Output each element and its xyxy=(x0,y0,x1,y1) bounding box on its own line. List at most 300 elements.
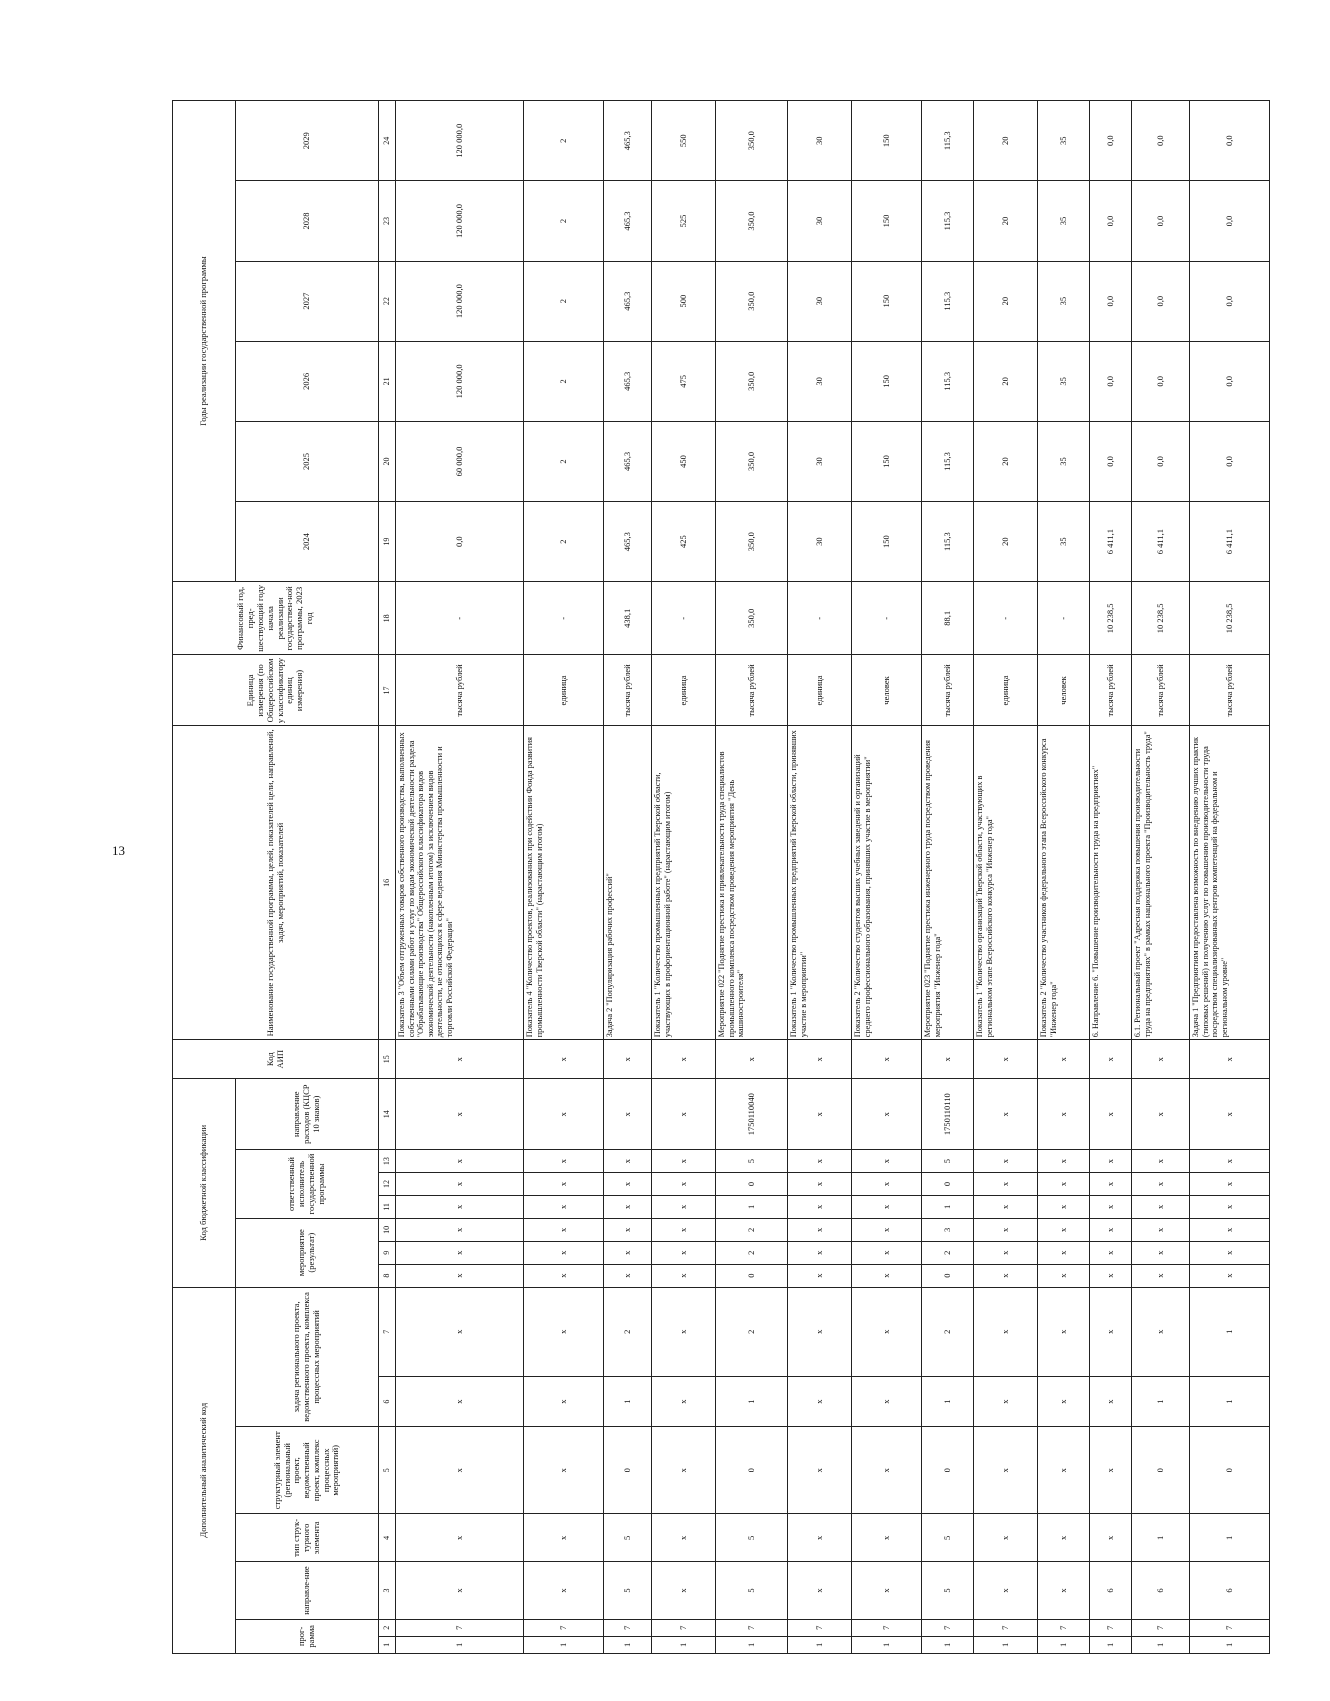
code-cell: 1 xyxy=(1132,1636,1190,1653)
code-cell: 1 xyxy=(716,1195,788,1218)
code-cell: 1 xyxy=(974,1636,1038,1653)
row-year-value: 425 xyxy=(652,502,716,582)
row-year-value: 0,0 xyxy=(1190,421,1270,501)
code-cell: x xyxy=(524,1376,604,1426)
code-cell: x xyxy=(396,1427,524,1514)
code-cell: x xyxy=(604,1040,652,1079)
row-year-value: 525 xyxy=(652,181,716,261)
code-cell: x xyxy=(652,1562,716,1619)
table-row xyxy=(396,101,524,1654)
row-year-value: 465,3 xyxy=(604,181,652,261)
column-number: 24 xyxy=(379,101,396,181)
code-cell: 5 xyxy=(922,1150,974,1173)
row-unit: единица xyxy=(524,655,604,726)
code-cell: x xyxy=(788,1173,852,1196)
code-cell: 7 xyxy=(1190,1619,1270,1636)
code-cell: x xyxy=(788,1376,852,1426)
row-year-value: 120 000,0 xyxy=(396,101,524,181)
code-cell: x xyxy=(788,1218,852,1241)
row-unit: тысяча рублей xyxy=(396,655,524,726)
header-aip: Код АИП xyxy=(173,1040,379,1079)
column-number: 15 xyxy=(379,1040,396,1079)
header-budget-code: Код бюджетной классификации xyxy=(173,1079,236,1287)
code-cell: 1 xyxy=(604,1636,652,1653)
code-cell: x xyxy=(974,1562,1038,1619)
row-year-value: 2 xyxy=(524,261,604,341)
row-unit: единица xyxy=(788,655,852,726)
code-cell: x xyxy=(852,1079,922,1150)
row-year-value: 150 xyxy=(852,101,922,181)
code-cell: x xyxy=(524,1079,604,1150)
code-cell: x xyxy=(788,1150,852,1173)
code-cell: x xyxy=(1038,1376,1090,1426)
code-cell: x xyxy=(396,1562,524,1619)
program-table xyxy=(172,100,1270,1654)
code-cell: x xyxy=(652,1040,716,1079)
code-cell: x xyxy=(852,1376,922,1426)
row-year-value: 20 xyxy=(974,421,1038,501)
row-year-value: 465,3 xyxy=(604,502,652,582)
table-row xyxy=(652,101,716,1654)
code-cell: x xyxy=(652,1427,716,1514)
code-cell: x xyxy=(524,1427,604,1514)
code-cell: x xyxy=(1090,1195,1132,1218)
row-base-value: 438,1 xyxy=(604,582,652,655)
code-cell: x xyxy=(974,1218,1038,1241)
code-cell: x xyxy=(652,1241,716,1264)
code-cell: 0 xyxy=(922,1264,974,1287)
code-cell: x xyxy=(396,1079,524,1150)
code-cell: x xyxy=(524,1040,604,1079)
row-year-value: 6 411,1 xyxy=(1090,502,1132,582)
row-year-value: 115,3 xyxy=(922,341,974,421)
code-cell: x xyxy=(974,1173,1038,1196)
row-year-value: 30 xyxy=(788,101,852,181)
row-base-value: - xyxy=(1038,582,1090,655)
code-cell: x xyxy=(1090,1150,1132,1173)
code-cell: 1 xyxy=(716,1636,788,1653)
row-unit: единица xyxy=(974,655,1038,726)
column-number: 19 xyxy=(379,502,396,582)
code-cell: x xyxy=(974,1195,1038,1218)
row-name: 6.1. Региональный проект "Адресная поддержка повышения производительности труда на предприятиях" в рамках национального проекта "Производительность труда" xyxy=(1132,726,1190,1040)
row-year-value: 150 xyxy=(852,421,922,501)
code-cell: x xyxy=(652,1264,716,1287)
code-cell: 6 xyxy=(1090,1562,1132,1619)
row-year-value: 20 xyxy=(974,341,1038,421)
header-name: Наименование государственной программы, целей, показателей цели, направлений, задач, мероприятий, показателей xyxy=(173,726,379,1040)
row-year-value: 0,0 xyxy=(396,502,524,582)
code-cell: x xyxy=(1038,1241,1090,1264)
row-year-value: 0,0 xyxy=(1190,101,1270,181)
code-cell: x xyxy=(788,1195,852,1218)
row-year-value: 0,0 xyxy=(1190,341,1270,421)
table-row xyxy=(1190,101,1270,1654)
code-cell: x xyxy=(1090,1241,1132,1264)
row-unit: тысяча рублей xyxy=(716,655,788,726)
row-year-value: 2 xyxy=(524,341,604,421)
row-year-value: 150 xyxy=(852,181,922,261)
row-year-value: 0,0 xyxy=(1190,181,1270,261)
code-cell: x xyxy=(1190,1079,1270,1150)
header-year: 2027 xyxy=(236,261,379,341)
code-cell: x xyxy=(1090,1079,1132,1150)
code-cell: x xyxy=(788,1040,852,1079)
code-cell: x xyxy=(396,1376,524,1426)
code-cell: x xyxy=(852,1264,922,1287)
code-cell: x xyxy=(1190,1195,1270,1218)
header-year: 2029 xyxy=(236,101,379,181)
row-unit: тысяча рублей xyxy=(1090,655,1132,726)
row-year-value: 350,0 xyxy=(716,101,788,181)
row-year-value: 0,0 xyxy=(1090,421,1132,501)
code-cell: 7 xyxy=(1038,1619,1090,1636)
column-number: 12 xyxy=(379,1173,396,1196)
row-year-value: 465,3 xyxy=(604,261,652,341)
row-name: Показатель 2 "Количество участников федерального этапа Всероссийского конкурса "Инженер года" xyxy=(1038,726,1090,1040)
code-cell: 5 xyxy=(604,1514,652,1562)
code-cell: x xyxy=(1190,1173,1270,1196)
code-cell: 2 xyxy=(604,1287,652,1376)
code-cell: 0 xyxy=(922,1427,974,1514)
code-cell: x xyxy=(852,1150,922,1173)
column-number: 3 xyxy=(379,1562,396,1619)
code-cell: x xyxy=(974,1427,1038,1514)
code-cell: x xyxy=(1132,1195,1190,1218)
code-cell: x xyxy=(396,1241,524,1264)
row-year-value: 35 xyxy=(1038,421,1090,501)
code-cell: x xyxy=(852,1218,922,1241)
row-year-value: 350,0 xyxy=(716,421,788,501)
code-cell: 1 xyxy=(604,1376,652,1426)
row-name: Показатель 1 "Количество промышленных предприятий Тверской области, принявших участие в мероприятии" xyxy=(788,726,852,1040)
code-cell: x xyxy=(1132,1264,1190,1287)
code-cell: 7 xyxy=(852,1619,922,1636)
code-cell: x xyxy=(524,1514,604,1562)
row-year-value: 20 xyxy=(974,101,1038,181)
code-cell: x xyxy=(1038,1040,1090,1079)
row-year-value: 35 xyxy=(1038,101,1090,181)
column-number: 11 xyxy=(379,1195,396,1218)
row-name: Показатель 4 "Количество проектов, реализованных при содействии Фонда развития промышленности Тверской области" (нарастающим итогом) xyxy=(524,726,604,1040)
code-cell: 1 xyxy=(922,1376,974,1426)
column-number: 17 xyxy=(379,655,396,726)
code-cell: 2 xyxy=(716,1287,788,1376)
row-unit: тысяча рублей xyxy=(922,655,974,726)
row-year-value: 120 000,0 xyxy=(396,181,524,261)
code-cell: x xyxy=(652,1150,716,1173)
code-cell: 5 xyxy=(716,1514,788,1562)
code-cell: 7 xyxy=(974,1619,1038,1636)
code-cell: x xyxy=(396,1195,524,1218)
row-year-value: 120 000,0 xyxy=(396,261,524,341)
code-cell: x xyxy=(652,1376,716,1426)
table-row xyxy=(524,101,604,1654)
code-cell: 5 xyxy=(922,1562,974,1619)
row-year-value: 500 xyxy=(652,261,716,341)
row-unit: человек xyxy=(1038,655,1090,726)
code-cell: 7 xyxy=(922,1619,974,1636)
column-number: 8 xyxy=(379,1264,396,1287)
code-cell: 0 xyxy=(716,1427,788,1514)
code-cell: 3 xyxy=(922,1218,974,1241)
row-year-value: 150 xyxy=(852,502,922,582)
code-cell: x xyxy=(852,1562,922,1619)
row-name: Показатель 3 "Объем отгруженных товаров собственного производства, выполненных собственными силами работ и услуг по видам экономической деятельности раздела "Обрабатывающие производства" Общероссийского классификатора видов экономической деятельности (накопленным итогом) за исключением видов деятельности, не относящихся к сфере ведения Министерства промышленности и торговли Российской Федерации" xyxy=(396,726,524,1040)
code-cell: x xyxy=(524,1218,604,1241)
row-unit: тысяча рублей xyxy=(604,655,652,726)
row-base-value: - xyxy=(652,582,716,655)
row-name: 6. Направление 6. "Повышение производительности труда на предприятиях" xyxy=(1090,726,1132,1040)
row-year-value: 450 xyxy=(652,421,716,501)
code-cell: x xyxy=(716,1040,788,1079)
column-number: 4 xyxy=(379,1514,396,1562)
row-year-value: 6 411,1 xyxy=(1190,502,1270,582)
header-meropr: мероприятие (результат) xyxy=(236,1218,379,1287)
header-zadacha: задача регионального проекта, ведомственного проекта, комплекса процессных мероприятий xyxy=(236,1287,379,1427)
code-cell: x xyxy=(1038,1264,1090,1287)
code-cell: 2 xyxy=(716,1241,788,1264)
row-base-value: - xyxy=(396,582,524,655)
code-cell: 2 xyxy=(716,1218,788,1241)
row-year-value: 0,0 xyxy=(1132,101,1190,181)
row-unit: тысяча рублей xyxy=(1132,655,1190,726)
code-cell: x xyxy=(1090,1287,1132,1376)
code-cell: 0 xyxy=(1190,1427,1270,1514)
code-cell: x xyxy=(1132,1218,1190,1241)
row-year-value: 30 xyxy=(788,421,852,501)
code-cell: 1 xyxy=(396,1636,524,1653)
code-cell: 1 xyxy=(922,1636,974,1653)
code-cell: x xyxy=(652,1514,716,1562)
code-cell: x xyxy=(788,1562,852,1619)
code-cell: 5 xyxy=(716,1562,788,1619)
code-cell: 1 xyxy=(1038,1636,1090,1653)
code-cell: x xyxy=(396,1173,524,1196)
code-cell: x xyxy=(1090,1173,1132,1196)
code-cell: x xyxy=(1038,1150,1090,1173)
code-cell: x xyxy=(788,1264,852,1287)
code-cell: x xyxy=(1090,1040,1132,1079)
code-cell: x xyxy=(1190,1150,1270,1173)
row-year-value: 350,0 xyxy=(716,502,788,582)
code-cell: x xyxy=(974,1287,1038,1376)
code-cell: x xyxy=(396,1514,524,1562)
row-name: Задача 2 "Популяризация рабочих профессий" xyxy=(604,726,652,1040)
code-cell: x xyxy=(396,1040,524,1079)
code-cell: x xyxy=(974,1040,1038,1079)
header-napravlenie: направле-ние xyxy=(236,1562,379,1619)
header-otv: ответственный исполнитель государственной программы xyxy=(236,1150,379,1219)
row-base-value: - xyxy=(974,582,1038,655)
rotated-page xyxy=(172,100,1330,1654)
code-cell: x xyxy=(524,1241,604,1264)
row-year-value: 150 xyxy=(852,341,922,421)
code-cell: x xyxy=(1090,1218,1132,1241)
row-name: Мероприятие 022 "Поднятие престижа и привлекательности труда специалистов промышленного комплекса посредством проведения мероприятия "День машиностроителя" xyxy=(716,726,788,1040)
code-cell: x xyxy=(1090,1514,1132,1562)
code-cell: x xyxy=(524,1195,604,1218)
column-number: 9 xyxy=(379,1241,396,1264)
column-number: 1 xyxy=(379,1636,396,1653)
row-year-value: 60 000,0 xyxy=(396,421,524,501)
row-year-value: 115,3 xyxy=(922,421,974,501)
code-cell: x xyxy=(652,1195,716,1218)
row-year-value: 465,3 xyxy=(604,101,652,181)
column-number: 5 xyxy=(379,1427,396,1514)
row-unit: тысяча рублей xyxy=(1190,655,1270,726)
code-cell: x xyxy=(852,1040,922,1079)
code-cell: x xyxy=(974,1079,1038,1150)
table-row xyxy=(1132,101,1190,1654)
header-year: 2025 xyxy=(236,421,379,501)
code-cell: x xyxy=(524,1264,604,1287)
code-cell: x xyxy=(524,1150,604,1173)
code-cell: 1 xyxy=(788,1636,852,1653)
row-year-value: 465,3 xyxy=(604,341,652,421)
code-cell: 5 xyxy=(716,1150,788,1173)
code-cell: x xyxy=(1132,1040,1190,1079)
code-cell: x xyxy=(652,1079,716,1150)
row-year-value: 20 xyxy=(974,261,1038,341)
row-unit: единица xyxy=(652,655,716,726)
code-cell: x xyxy=(604,1218,652,1241)
row-base-value: 10 238,5 xyxy=(1190,582,1270,655)
header-fin-year: Финансовый год, пред-шествующий году начала реализации государствен-ной программы, 2023 год xyxy=(173,582,379,655)
code-cell: 1 xyxy=(1132,1514,1190,1562)
code-cell: x xyxy=(604,1195,652,1218)
code-cell: 1750110110 xyxy=(922,1079,974,1150)
row-name: Мероприятие 023 "Поднятие престижа инженерного труда посредством проведения мероприятия "Инженер года" xyxy=(922,726,974,1040)
code-cell: 1 xyxy=(852,1636,922,1653)
code-cell: x xyxy=(1038,1287,1090,1376)
code-cell: x xyxy=(1038,1427,1090,1514)
code-cell: 1 xyxy=(652,1636,716,1653)
code-cell: x xyxy=(1038,1195,1090,1218)
code-cell: 0 xyxy=(922,1173,974,1196)
row-year-value: 0,0 xyxy=(1132,261,1190,341)
table-row xyxy=(1038,101,1090,1654)
column-number: 7 xyxy=(379,1287,396,1376)
code-cell: x xyxy=(1038,1514,1090,1562)
table-row xyxy=(788,101,852,1654)
code-cell: 6 xyxy=(1132,1562,1190,1619)
row-year-value: 350,0 xyxy=(716,261,788,341)
row-name: Показатель 1 "Количество организаций Тверской области, участвующих в региональном этапе Всероссийского конкурса "Инженер года" xyxy=(974,726,1038,1040)
code-cell: x xyxy=(396,1264,524,1287)
code-cell: x xyxy=(524,1562,604,1619)
code-cell: x xyxy=(1190,1241,1270,1264)
code-cell: 2 xyxy=(922,1241,974,1264)
code-cell: x xyxy=(852,1287,922,1376)
header-year: 2024 xyxy=(236,502,379,582)
column-number: 14 xyxy=(379,1079,396,1150)
header-years-title: Годы реализации государственной программы xyxy=(173,101,236,582)
code-cell: x xyxy=(524,1287,604,1376)
row-year-value: 115,3 xyxy=(922,101,974,181)
code-cell: 0 xyxy=(716,1264,788,1287)
code-cell: x xyxy=(1090,1427,1132,1514)
code-cell: 1 xyxy=(1190,1636,1270,1653)
row-year-value: 115,3 xyxy=(922,261,974,341)
code-cell: x xyxy=(922,1040,974,1079)
row-year-value: 20 xyxy=(974,181,1038,261)
code-cell: 7 xyxy=(788,1619,852,1636)
row-year-value: 115,3 xyxy=(922,502,974,582)
row-unit: человек xyxy=(852,655,922,726)
row-year-value: 2 xyxy=(524,181,604,261)
row-base-value: 10 238,5 xyxy=(1090,582,1132,655)
column-number: 2 xyxy=(379,1619,396,1636)
row-year-value: 6 411,1 xyxy=(1132,502,1190,582)
row-name: Задача 1 "Предприятиям предоставлена возможность по внедрению лучших практик (типовых решений) и получению услуг по повышению производительности труда посредством специализированных центров компетенций на федеральном и региональном уровне" xyxy=(1190,726,1270,1040)
row-year-value: 0,0 xyxy=(1132,341,1190,421)
code-cell: x xyxy=(1190,1264,1270,1287)
code-cell: 7 xyxy=(652,1619,716,1636)
row-year-value: 350,0 xyxy=(716,341,788,421)
table-row xyxy=(1090,101,1132,1654)
column-number: 22 xyxy=(379,261,396,341)
row-year-value: 475 xyxy=(652,341,716,421)
row-year-value: 30 xyxy=(788,502,852,582)
code-cell: x xyxy=(652,1173,716,1196)
code-cell: 7 xyxy=(396,1619,524,1636)
code-cell: x xyxy=(974,1514,1038,1562)
column-number: 10 xyxy=(379,1218,396,1241)
code-cell: x xyxy=(1132,1287,1190,1376)
row-name: Показатель 2 "Количество студентов высших учебных заведений и организаций среднего профессионального образования, принявших участие в мероприятии" xyxy=(852,726,922,1040)
code-cell: 7 xyxy=(604,1619,652,1636)
code-cell: x xyxy=(604,1150,652,1173)
row-year-value: 2 xyxy=(524,421,604,501)
row-year-value: 550 xyxy=(652,101,716,181)
row-name: Показатель 1 "Количество промышленных предприятий Тверской области, участвующих в профориентационной работе" (нарастающим итогом) xyxy=(652,726,716,1040)
code-cell: x xyxy=(852,1514,922,1562)
code-cell: x xyxy=(1090,1264,1132,1287)
row-year-value: 115,3 xyxy=(922,181,974,261)
code-cell: x xyxy=(1190,1040,1270,1079)
code-cell: x xyxy=(974,1241,1038,1264)
code-cell: 1 xyxy=(1190,1514,1270,1562)
row-year-value: 30 xyxy=(788,341,852,421)
code-cell: x xyxy=(524,1173,604,1196)
header-year: 2026 xyxy=(236,341,379,421)
header-strukt: структурный элемент (региональный проект, ведомственный проект, комплекс процессных мероприятий) xyxy=(236,1427,379,1514)
column-number: 20 xyxy=(379,421,396,501)
code-cell: 1750110040 xyxy=(716,1079,788,1150)
row-year-value: 0,0 xyxy=(1090,181,1132,261)
row-year-value: 120 000,0 xyxy=(396,341,524,421)
code-cell: 1 xyxy=(1132,1376,1190,1426)
code-cell: 7 xyxy=(1090,1619,1132,1636)
column-number: 23 xyxy=(379,181,396,261)
row-year-value: 35 xyxy=(1038,341,1090,421)
code-cell: 1 xyxy=(1090,1636,1132,1653)
code-cell: x xyxy=(604,1079,652,1150)
column-number: 6 xyxy=(379,1376,396,1426)
column-number: 13 xyxy=(379,1150,396,1173)
row-year-value: 0,0 xyxy=(1090,341,1132,421)
row-year-value: 2 xyxy=(524,101,604,181)
code-cell: 1 xyxy=(524,1636,604,1653)
code-cell: x xyxy=(852,1241,922,1264)
header-dop-code: Дополнительный аналитический код xyxy=(173,1287,236,1653)
code-cell: 1 xyxy=(1190,1376,1270,1426)
column-numbers-row xyxy=(379,101,396,1654)
code-cell: 2 xyxy=(922,1287,974,1376)
code-cell: x xyxy=(788,1287,852,1376)
code-cell: x xyxy=(1038,1218,1090,1241)
